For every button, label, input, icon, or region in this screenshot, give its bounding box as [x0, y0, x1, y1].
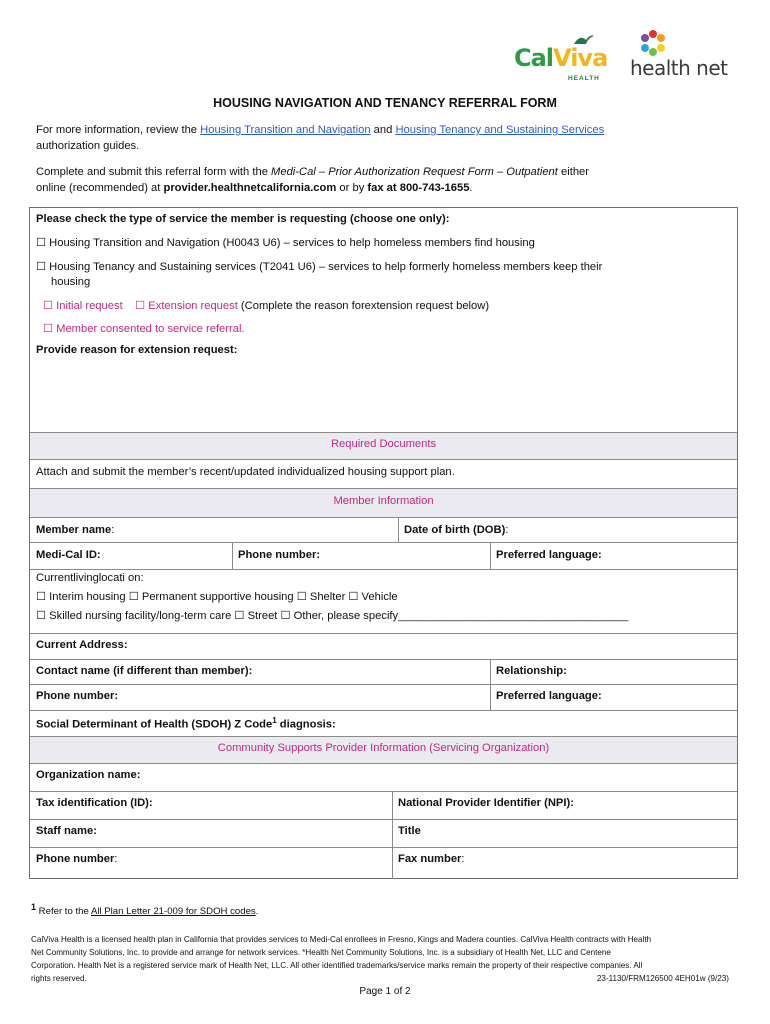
intro-paragraph-2: Complete and submit this referral form with the Medi-Cal – Prior Authorization Request Form – Outpatient either online (recommended) at provider.healthnetcalifornia.com or by fax at 800-743-1655.	[36, 166, 589, 194]
member-phone-field[interactable]: Phone number:	[238, 549, 321, 561]
living-options-row-1[interactable]: ☐ Interim housing ☐ Permanent supportive housing ☐ Shelter ☐ Vehicle	[36, 591, 398, 603]
apl-link[interactable]: All Plan Letter 21-009 for SDOH codes	[90, 906, 256, 918]
contact-name-field[interactable]: Contact name (if different than member):	[36, 665, 253, 677]
living-location-label: Currentlivinglocati on:	[36, 572, 144, 584]
form-title: HOUSING NAVIGATION AND TENANCY REFERRAL FORM	[213, 96, 557, 110]
contact-language-field[interactable]: Preferred language:	[496, 690, 602, 702]
calviva-cal: Cal	[514, 44, 554, 72]
page-number: Page 1 of 2	[359, 986, 411, 997]
current-address-field[interactable]: Current Address:	[36, 639, 128, 651]
footnote: $^1$ Refer to the All Plan Letter 21-009 for SDOH codes.	[31, 902, 259, 918]
healthnet-text: health net	[630, 56, 728, 80]
healthnet-logo	[630, 26, 734, 84]
sdoh-field[interactable]: Social Determinant of Health (SDOH) Z Code$^1$ diagnosis:	[36, 716, 336, 731]
healthnet-flower-icon	[638, 28, 668, 58]
member-info-header: Member Information	[333, 495, 434, 507]
member-name-field[interactable]: Member name:	[36, 524, 115, 536]
provider-website: provider.healthnetcalifornia.com	[163, 182, 337, 194]
staff-name-field[interactable]: Staff name:	[36, 825, 97, 837]
calviva-viva: Viva	[553, 44, 608, 72]
living-options-row-2[interactable]: ☐ Skilled nursing facility/long-term care ☐ Street ☐ Other, please specify_____________________________________	[36, 610, 629, 622]
npi-field[interactable]: National Provider Identifier (NPI):	[398, 797, 574, 809]
fine-print: CalViva Health is a licensed health plan in California that provides services to Medi-Cal enrollees in Fresno, Kings and Madera counties. CalViva Health contracts with Health Net Community Solutions, Inc. to provide and arrange for network services. *Health Net Community Solutions, Inc. is a subsidiary of Health Net, LLC and Centene Corporation. Health Net is a registered service mark of Health Net, LLC. All other identified trademarks/service marks remain the property of their respective companies. All rights reserved. 23-1130/FRM126500 4EH01w (9/23)	[31, 935, 729, 983]
service-heading: Please check the type of service the member is requesting (choose one only):	[36, 213, 450, 225]
member-consent-checkbox[interactable]: ☐ Member consented to service referral.	[43, 323, 245, 335]
tax-id-field[interactable]: Tax identification (ID):	[36, 797, 153, 809]
option-housing-transition[interactable]: ☐ Housing Transition and Navigation (H0043 U6) – services to help homeless members find housing	[36, 237, 535, 249]
medical-id-field[interactable]: Medi-Cal ID:	[36, 549, 101, 561]
organization-name-field[interactable]: Organization name:	[36, 769, 141, 781]
option-housing-tenancy-cont: housing	[51, 276, 91, 288]
provider-info-header: Community Supports Provider Information (Servicing Organization)	[217, 742, 550, 754]
calviva-logo	[514, 40, 614, 84]
dob-field[interactable]: Date of birth (DOB):	[404, 524, 509, 536]
required-docs-header: Required Documents	[330, 438, 437, 450]
staff-title-field[interactable]: Title	[398, 825, 421, 837]
referral-form	[29, 207, 738, 879]
relationship-field[interactable]: Relationship:	[496, 665, 567, 677]
required-docs-text: Attach and submit the member’s recent/updated individualized housing support plan.	[36, 466, 455, 478]
intro-paragraph-1: For more information, review the Housing Transition and Navigation and Housing Tenancy and Sustaining Services authorization guides.	[36, 124, 605, 152]
extension-reason-label: Provide reason for extension request:	[36, 344, 238, 356]
provider-phone-field[interactable]: Phone number:	[36, 853, 118, 865]
member-language-field[interactable]: Preferred language:	[496, 549, 602, 561]
initial-request-checkbox[interactable]: ☐ Initial request	[43, 300, 123, 312]
request-type-row: ☐ Initial request ☐ Extension request (Complete the reason forextension request below)	[43, 300, 490, 312]
option-housing-tenancy[interactable]: ☐ Housing Tenancy and Sustaining services (T2041 U6) – services to help formerly homeless members keep their	[36, 261, 603, 273]
extension-request-checkbox[interactable]: ☐ Extension request	[135, 300, 238, 312]
housing-tenancy-link[interactable]: Housing Tenancy and Sustaining Services	[395, 124, 605, 136]
fax-number: fax at 800-743-1655	[367, 182, 470, 194]
provider-fax-field[interactable]: Fax number:	[398, 853, 465, 865]
logos	[504, 26, 734, 84]
calviva-health-text: HEALTH	[568, 75, 600, 82]
form-code: 23-1130/FRM126500 4EH01w (9/23)	[596, 974, 729, 983]
contact-phone-field[interactable]: Phone number:	[36, 690, 119, 702]
housing-transition-link[interactable]: Housing Transition and Navigation	[200, 124, 371, 136]
